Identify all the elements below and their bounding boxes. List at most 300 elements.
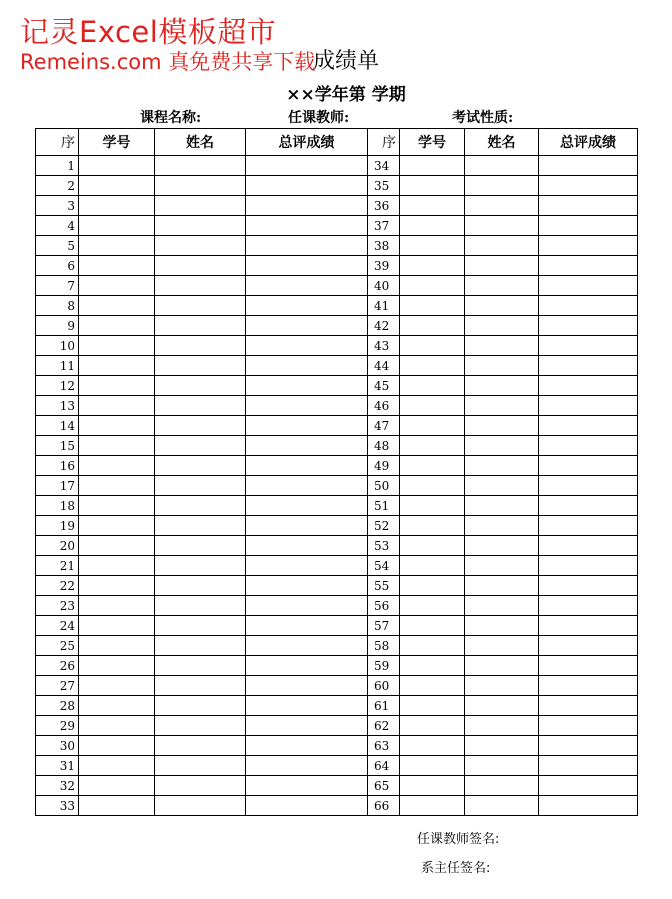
student-id-cell-2[interactable] [400,436,465,456]
student-name-cell-2[interactable] [465,756,539,776]
student-id-cell[interactable] [79,436,155,456]
student-id-cell-2[interactable] [400,196,465,216]
col-header-student-id: 学号 [79,129,155,156]
total-score-cell[interactable] [246,256,368,276]
student-id-cell[interactable] [79,476,155,496]
student-name-cell-2[interactable] [465,516,539,536]
student-name-cell-2[interactable] [465,416,539,436]
page-title: 成绩单 [312,49,379,74]
col-header-total-score-2: 总评成绩 [539,129,638,156]
student-id-cell-2[interactable] [400,556,465,576]
student-name-cell-2[interactable] [465,256,539,276]
dean-signature-label: 系主任签名: [421,861,491,876]
student-id-cell-2[interactable] [400,256,465,276]
student-name-cell[interactable] [155,536,246,556]
total-score-cell[interactable] [246,576,368,596]
col-header-seq-2: 序 [368,129,400,156]
row-number-left: 16 [36,456,79,476]
student-id-cell[interactable] [79,316,155,336]
table-row [36,216,638,236]
student-id-cell[interactable] [79,616,155,636]
total-score-cell-2[interactable] [539,576,638,596]
student-name-cell-2[interactable] [465,176,539,196]
row-number-right: 57 [368,616,400,636]
watermark-url: Remeins.com 真免费共享下载 [20,50,316,74]
row-number-left: 27 [36,676,79,696]
student-id-cell-2[interactable] [400,456,465,476]
student-id-cell[interactable] [79,536,155,556]
student-id-cell-2[interactable] [400,156,465,176]
row-number-right: 46 [368,396,400,416]
row-number-left: 11 [36,356,79,376]
table-row [36,676,638,696]
row-number-left: 17 [36,476,79,496]
student-name-cell[interactable] [155,656,246,676]
row-number-left: 20 [36,536,79,556]
student-name-cell-2[interactable] [465,296,539,316]
student-name-cell[interactable] [155,756,246,776]
student-name-cell[interactable] [155,456,246,476]
total-score-cell-2[interactable] [539,216,638,236]
student-name-cell[interactable] [155,196,246,216]
total-score-cell-2[interactable] [539,616,638,636]
total-score-cell-2[interactable] [539,396,638,416]
student-id-cell-2[interactable] [400,376,465,396]
table-row [36,576,638,596]
total-score-cell[interactable] [246,356,368,376]
course-name-label: 课程名称: [140,110,202,126]
total-score-cell[interactable] [246,516,368,536]
student-id-cell-2[interactable] [400,296,465,316]
student-id-cell[interactable] [79,736,155,756]
student-id-cell-2[interactable] [400,776,465,796]
student-name-cell[interactable] [155,296,246,316]
student-name-cell-2[interactable] [465,196,539,216]
student-id-cell[interactable] [79,796,155,816]
table-row [36,156,638,176]
row-number-left: 28 [36,696,79,716]
table-row [36,796,638,816]
student-name-cell-2[interactable] [465,556,539,576]
student-name-cell[interactable] [155,496,246,516]
row-number-right: 61 [368,696,400,716]
student-name-cell[interactable] [155,376,246,396]
student-id-cell-2[interactable] [400,656,465,676]
table-row [36,376,638,396]
student-name-cell[interactable] [155,236,246,256]
student-id-cell-2[interactable] [400,676,465,696]
student-name-cell[interactable] [155,576,246,596]
col-header-name: 姓名 [155,129,246,156]
table-row [36,256,638,276]
student-name-cell[interactable] [155,776,246,796]
student-id-cell[interactable] [79,696,155,716]
row-number-left: 4 [36,216,79,236]
student-name-cell-2[interactable] [465,356,539,376]
student-name-cell-2[interactable] [465,776,539,796]
student-name-cell[interactable] [155,556,246,576]
row-number-right: 63 [368,736,400,756]
row-number-right: 55 [368,576,400,596]
student-name-cell[interactable] [155,396,246,416]
table-row [36,636,638,656]
row-number-left: 32 [36,776,79,796]
total-score-cell[interactable] [246,336,368,356]
row-number-left: 26 [36,656,79,676]
student-name-cell-2[interactable] [465,716,539,736]
total-score-cell-2[interactable] [539,336,638,356]
total-score-cell-2[interactable] [539,476,638,496]
table-row [36,556,638,576]
total-score-cell-2[interactable] [539,656,638,676]
student-id-cell[interactable] [79,396,155,416]
row-number-right: 38 [368,236,400,256]
student-id-cell-2[interactable] [400,396,465,416]
total-score-cell[interactable] [246,376,368,396]
table-row [36,296,638,316]
total-score-cell-2[interactable] [539,676,638,696]
total-score-cell-2[interactable] [539,736,638,756]
table-row [36,396,638,416]
total-score-cell[interactable] [246,676,368,696]
teacher-signature-label: 任课教师签名: [417,832,500,847]
row-number-right: 60 [368,676,400,696]
student-name-cell[interactable] [155,316,246,336]
row-number-left: 9 [36,316,79,336]
row-number-right: 34 [368,156,400,176]
total-score-cell-2[interactable] [539,236,638,256]
total-score-cell-2[interactable] [539,376,638,396]
student-name-cell[interactable] [155,276,246,296]
student-name-cell[interactable] [155,436,246,456]
total-score-cell[interactable] [246,296,368,316]
grade-table [35,128,638,816]
table-row [36,356,638,376]
total-score-cell[interactable] [246,616,368,636]
student-id-cell-2[interactable] [400,176,465,196]
row-number-left: 30 [36,736,79,756]
table-row [36,456,638,476]
row-number-left: 25 [36,636,79,656]
table-row [36,716,638,736]
student-id-cell-2[interactable] [400,356,465,376]
row-number-right: 50 [368,476,400,496]
student-id-cell[interactable] [79,156,155,176]
row-number-left: 18 [36,496,79,516]
student-id-cell-2[interactable] [400,736,465,756]
total-score-cell-2[interactable] [539,456,638,476]
total-score-cell[interactable] [246,656,368,676]
col-header-total-score: 总评成绩 [246,129,368,156]
table-row [36,616,638,636]
student-id-cell-2[interactable] [400,496,465,516]
total-score-cell-2[interactable] [539,296,638,316]
student-id-cell[interactable] [79,196,155,216]
student-name-cell-2[interactable] [465,536,539,556]
total-score-cell[interactable] [246,716,368,736]
student-id-cell-2[interactable] [400,616,465,636]
student-id-cell-2[interactable] [400,596,465,616]
row-number-left: 3 [36,196,79,216]
student-name-cell-2[interactable] [465,596,539,616]
total-score-cell-2[interactable] [539,156,638,176]
student-name-cell-2[interactable] [465,216,539,236]
student-name-cell-2[interactable] [465,476,539,496]
row-number-right: 47 [368,416,400,436]
student-name-cell[interactable] [155,736,246,756]
total-score-cell[interactable] [246,496,368,516]
student-id-cell-2[interactable] [400,336,465,356]
total-score-cell-2[interactable] [539,776,638,796]
student-name-cell-2[interactable] [465,276,539,296]
student-id-cell[interactable] [79,236,155,256]
total-score-cell-2[interactable] [539,696,638,716]
row-number-right: 51 [368,496,400,516]
student-id-cell-2[interactable] [400,716,465,736]
student-id-cell-2[interactable] [400,316,465,336]
total-score-cell[interactable] [246,456,368,476]
row-number-right: 59 [368,656,400,676]
student-id-cell[interactable] [79,456,155,476]
total-score-cell[interactable] [246,176,368,196]
student-name-cell[interactable] [155,716,246,736]
student-name-cell[interactable] [155,416,246,436]
student-name-cell[interactable] [155,636,246,656]
row-number-right: 41 [368,296,400,316]
student-id-cell-2[interactable] [400,476,465,496]
student-name-cell-2[interactable] [465,676,539,696]
watermark-brand: 记灵Excel模板超市 [20,15,277,49]
total-score-cell-2[interactable] [539,796,638,816]
total-score-cell[interactable] [246,776,368,796]
student-name-cell[interactable] [155,616,246,636]
student-id-cell[interactable] [79,496,155,516]
row-number-right: 66 [368,796,400,816]
row-number-right: 49 [368,456,400,476]
row-number-right: 45 [368,376,400,396]
student-name-cell-2[interactable] [465,736,539,756]
row-number-left: 33 [36,796,79,816]
total-score-cell[interactable] [246,696,368,716]
student-name-cell-2[interactable] [465,636,539,656]
student-id-cell[interactable] [79,716,155,736]
teacher-label: 任课教师: [288,110,350,126]
total-score-cell-2[interactable] [539,436,638,456]
row-number-left: 1 [36,156,79,176]
total-score-cell-2[interactable] [539,276,638,296]
student-id-cell-2[interactable] [400,276,465,296]
student-id-cell[interactable] [79,356,155,376]
student-name-cell[interactable] [155,476,246,496]
student-name-cell-2[interactable] [465,376,539,396]
row-number-left: 23 [36,596,79,616]
semester-subtitle: ××学年第 学期 [286,85,406,105]
total-score-cell-2[interactable] [539,516,638,536]
student-id-cell-2[interactable] [400,696,465,716]
student-id-cell[interactable] [79,216,155,236]
student-name-cell[interactable] [155,156,246,176]
total-score-cell[interactable] [246,796,368,816]
student-id-cell[interactable] [79,416,155,436]
total-score-cell[interactable] [246,636,368,656]
student-id-cell[interactable] [79,276,155,296]
student-id-cell[interactable] [79,376,155,396]
student-name-cell[interactable] [155,336,246,356]
total-score-cell[interactable] [246,216,368,236]
student-id-cell[interactable] [79,576,155,596]
student-name-cell-2[interactable] [465,696,539,716]
total-score-cell[interactable] [246,736,368,756]
student-id-cell-2[interactable] [400,516,465,536]
row-number-right: 43 [368,336,400,356]
student-id-cell-2[interactable] [400,756,465,776]
total-score-cell-2[interactable] [539,416,638,436]
grade-table-body [36,156,638,816]
total-score-cell[interactable] [246,436,368,456]
student-name-cell-2[interactable] [465,316,539,336]
row-number-left: 22 [36,576,79,596]
student-id-cell[interactable] [79,336,155,356]
total-score-cell[interactable] [246,556,368,576]
total-score-cell-2[interactable] [539,256,638,276]
student-id-cell-2[interactable] [400,636,465,656]
student-id-cell[interactable] [79,776,155,796]
col-header-seq: 序 [36,129,79,156]
row-number-right: 65 [368,776,400,796]
total-score-cell[interactable] [246,756,368,776]
student-id-cell-2[interactable] [400,236,465,256]
total-score-cell[interactable] [246,596,368,616]
row-number-right: 35 [368,176,400,196]
student-name-cell[interactable] [155,596,246,616]
student-name-cell-2[interactable] [465,336,539,356]
student-name-cell-2[interactable] [465,236,539,256]
student-id-cell[interactable] [79,176,155,196]
table-row [36,176,638,196]
table-row [36,416,638,436]
total-score-cell[interactable] [246,276,368,296]
row-number-right: 54 [368,556,400,576]
total-score-cell[interactable] [246,156,368,176]
row-number-left: 19 [36,516,79,536]
student-id-cell-2[interactable] [400,536,465,556]
row-number-left: 6 [36,256,79,276]
row-number-left: 15 [36,436,79,456]
student-name-cell[interactable] [155,676,246,696]
student-name-cell[interactable] [155,356,246,376]
total-score-cell-2[interactable] [539,536,638,556]
student-name-cell[interactable] [155,516,246,536]
row-number-right: 39 [368,256,400,276]
row-number-right: 58 [368,636,400,656]
row-number-right: 56 [368,596,400,616]
table-row [36,736,638,756]
student-name-cell[interactable] [155,176,246,196]
table-row [36,436,638,456]
student-name-cell-2[interactable] [465,796,539,816]
table-row [36,316,638,336]
table-row [36,536,638,556]
student-name-cell[interactable] [155,796,246,816]
table-row [36,496,638,516]
total-score-cell-2[interactable] [539,176,638,196]
row-number-left: 5 [36,236,79,256]
total-score-cell-2[interactable] [539,316,638,336]
student-id-cell[interactable] [79,596,155,616]
student-id-cell[interactable] [79,676,155,696]
row-number-right: 64 [368,756,400,776]
student-id-cell[interactable] [79,256,155,276]
row-number-right: 40 [368,276,400,296]
table-row [36,336,638,356]
student-name-cell-2[interactable] [465,436,539,456]
student-name-cell-2[interactable] [465,496,539,516]
total-score-cell-2[interactable] [539,356,638,376]
total-score-cell-2[interactable] [539,636,638,656]
row-number-right: 37 [368,216,400,236]
total-score-cell-2[interactable] [539,196,638,216]
total-score-cell-2[interactable] [539,716,638,736]
total-score-cell[interactable] [246,536,368,556]
total-score-cell-2[interactable] [539,556,638,576]
student-id-cell-2[interactable] [400,796,465,816]
student-name-cell-2[interactable] [465,156,539,176]
student-id-cell[interactable] [79,516,155,536]
total-score-cell[interactable] [246,416,368,436]
row-number-right: 42 [368,316,400,336]
table-row [36,476,638,496]
total-score-cell[interactable] [246,316,368,336]
student-id-cell-2[interactable] [400,576,465,596]
row-number-left: 12 [36,376,79,396]
student-id-cell[interactable] [79,756,155,776]
row-number-left: 29 [36,716,79,736]
row-number-right: 52 [368,516,400,536]
student-id-cell[interactable] [79,556,155,576]
table-row [36,596,638,616]
row-number-left: 8 [36,296,79,316]
total-score-cell[interactable] [246,196,368,216]
student-id-cell[interactable] [79,296,155,316]
total-score-cell[interactable] [246,396,368,416]
total-score-cell-2[interactable] [539,756,638,776]
row-number-left: 10 [36,336,79,356]
student-name-cell-2[interactable] [465,456,539,476]
total-score-cell-2[interactable] [539,496,638,516]
student-name-cell[interactable] [155,256,246,276]
student-name-cell-2[interactable] [465,656,539,676]
total-score-cell[interactable] [246,236,368,256]
student-name-cell-2[interactable] [465,616,539,636]
total-score-cell-2[interactable] [539,596,638,616]
student-name-cell[interactable] [155,696,246,716]
row-number-right: 62 [368,716,400,736]
row-number-right: 36 [368,196,400,216]
row-number-left: 2 [36,176,79,196]
student-id-cell-2[interactable] [400,216,465,236]
table-row [36,196,638,216]
student-name-cell-2[interactable] [465,396,539,416]
total-score-cell[interactable] [246,476,368,496]
student-name-cell[interactable] [155,216,246,236]
student-id-cell-2[interactable] [400,416,465,436]
student-id-cell[interactable] [79,656,155,676]
table-row [36,656,638,676]
student-name-cell-2[interactable] [465,576,539,596]
row-number-left: 7 [36,276,79,296]
student-id-cell[interactable] [79,636,155,656]
row-number-left: 31 [36,756,79,776]
